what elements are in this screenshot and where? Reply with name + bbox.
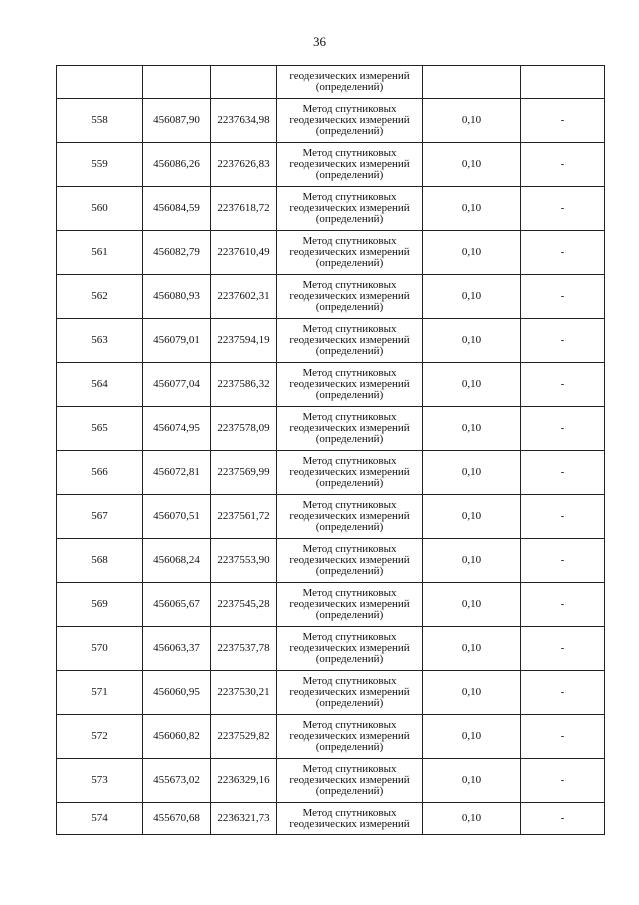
method-line-3: (определений) [315,213,384,225]
point-number-cell: 569 [57,583,143,627]
method-cell [277,803,423,835]
method-cell [277,539,423,583]
method-line-3: (определений) [315,521,384,533]
method-line-1: Метод спутниковых [302,763,397,775]
note-cell: - [521,495,605,539]
method-line-3: (определений) [315,389,384,401]
note-cell: - [521,539,605,583]
method-line-2: геодезических измерений [289,422,410,434]
y-coordinate-cell: 2237529,82 [211,715,277,759]
method-line-1: Метод спутниковых [302,543,397,555]
y-coordinate-cell: 2236321,73 [211,803,277,835]
method-line-2: геодезических измерений [289,817,410,830]
page-number: 36 [313,34,326,49]
x-coordinate-cell: 456068,24 [143,539,211,583]
x-coordinate-cell: 456063,37 [143,627,211,671]
note-cell: - [521,759,605,803]
method-cell [277,495,423,539]
note-cell: - [521,363,605,407]
point-number-cell: 560 [57,187,143,231]
precision-cell: 0,10 [423,231,521,275]
method-line-2: геодезических измерений [289,290,410,302]
method-line-1: Метод спутниковых [302,411,397,423]
precision-cell: 0,10 [423,539,521,583]
method-line-2: геодезических измерений [289,158,410,170]
y-coordinate-cell: 2237626,83 [211,143,277,187]
x-coordinate-cell: 456086,26 [143,143,211,187]
method-cell [277,187,423,231]
table-row [57,495,605,539]
point-number-cell: 570 [57,627,143,671]
precision-cell: 0,10 [423,143,521,187]
precision-cell: 0,10 [423,363,521,407]
method-cell [277,231,423,275]
method-cell [277,671,423,715]
point-number-cell: 571 [57,671,143,715]
method-line-1: Метод спутниковых [302,367,397,379]
method-line-2: геодезических измерений [289,202,410,214]
method-cell [277,715,423,759]
table-row-continuation [57,66,605,99]
method-line-1: Метод спутниковых [302,631,397,643]
point-number-cell: 563 [57,319,143,363]
table-body [57,66,605,835]
note-cell: - [521,231,605,275]
point-number-cell: 572 [57,715,143,759]
method-line-3: (определений) [315,741,384,753]
method-line-3: (определений) [315,697,384,709]
method-line-3: (определений) [315,301,384,313]
point-number-cell: 558 [57,99,143,143]
x-coordinate-cell: 456084,59 [143,187,211,231]
method-line-3: (определений) [315,125,384,137]
y-coordinate-cell: 2237537,78 [211,627,277,671]
precision-cell [423,66,521,99]
method-line-3: (определений) [315,81,384,93]
precision-cell: 0,10 [423,187,521,231]
method-cell [277,319,423,363]
method-cell [277,275,423,319]
x-coordinate-cell: 456072,81 [143,451,211,495]
method-line-1: Метод спутниковых [302,235,397,247]
table-row [57,583,605,627]
method-line-2: геодезических измерений [289,378,410,390]
table-row [57,231,605,275]
method-cell [277,583,423,627]
x-coordinate-cell: 456074,95 [143,407,211,451]
point-number-cell: 559 [57,143,143,187]
precision-cell: 0,10 [423,583,521,627]
method-line-3: (определений) [315,785,384,797]
method-line-2: геодезических измерений [289,246,410,258]
precision-cell: 0,10 [423,671,521,715]
y-coordinate-cell: 2237561,72 [211,495,277,539]
method-line-3: (определений) [315,565,384,577]
precision-cell: 0,10 [423,759,521,803]
point-number-cell: 566 [57,451,143,495]
note-cell: - [521,627,605,671]
method-line-2: геодезических измерений [289,114,410,126]
method-line-1: Метод спутниковых [302,147,397,159]
table-row [57,319,605,363]
point-number-cell: 561 [57,231,143,275]
note-cell: - [521,451,605,495]
method-line-1: Метод спутниковых [302,499,397,511]
method-line-3: (определений) [315,477,384,489]
table-row [57,187,605,231]
method-line-3: (определений) [315,433,384,445]
precision-cell: 0,10 [423,495,521,539]
method-cell [277,759,423,803]
note-cell: - [521,803,605,835]
method-line-1: Метод спутниковых [302,279,397,291]
y-coordinate-cell: 2237618,72 [211,187,277,231]
method-line-1: Метод спутниковых [302,103,397,115]
x-coordinate-cell: 456070,51 [143,495,211,539]
note-cell: - [521,275,605,319]
table-row [57,451,605,495]
note-cell [521,66,605,99]
method-line-1: Метод спутниковых [302,455,397,467]
note-cell: - [521,715,605,759]
y-coordinate-cell: 2237586,32 [211,363,277,407]
precision-cell: 0,10 [423,99,521,143]
method-line-2: геодезических измерений [289,774,410,786]
method-line-2: геодезических измерений [289,334,410,346]
precision-cell: 0,10 [423,451,521,495]
y-coordinate-cell: 2237578,09 [211,407,277,451]
table-row [57,363,605,407]
method-cell [277,143,423,187]
method-line-3: (определений) [315,345,384,357]
y-coordinate-cell: 2237553,90 [211,539,277,583]
method-cell [277,363,423,407]
precision-cell: 0,10 [423,319,521,363]
point-number-cell: 562 [57,275,143,319]
point-number-cell: 565 [57,407,143,451]
y-coordinate-cell: 2237530,21 [211,671,277,715]
table-row [57,539,605,583]
table-row [57,99,605,143]
method-cell [277,99,423,143]
method-line-2: геодезических измерений [289,70,410,82]
precision-cell: 0,10 [423,275,521,319]
method-line-1: Метод спутниковых [302,191,397,203]
method-cell [277,66,423,99]
table-row [57,143,605,187]
method-line-2: геодезических измерений [289,466,410,478]
method-line-3: (определений) [315,169,384,181]
method-line-2: геодезических измерений [289,730,410,742]
method-line-2: геодезических измерений [289,554,410,566]
method-line-1: Метод спутниковых [302,587,397,599]
table-row [57,759,605,803]
precision-cell: 0,10 [423,715,521,759]
note-cell: - [521,319,605,363]
table-row [57,671,605,715]
precision-cell: 0,10 [423,407,521,451]
table-row-last [57,803,605,835]
method-cell [277,627,423,671]
x-coordinate-cell: 456060,82 [143,715,211,759]
method-line-1: Метод спутниковых [302,719,397,731]
y-coordinate-cell: 2237602,31 [211,275,277,319]
y-coordinate-cell: 2236329,16 [211,759,277,803]
x-coordinate-cell: 456080,93 [143,275,211,319]
y-coordinate-cell: 2237569,99 [211,451,277,495]
method-line-1: Метод спутниковых [302,323,397,335]
method-cell [277,407,423,451]
y-coordinate-cell: 2237610,49 [211,231,277,275]
method-line-2: геодезических измерений [289,686,410,698]
coordinates-table [56,65,605,835]
x-coordinate-cell: 455670,68 [143,803,211,835]
method-cell [277,451,423,495]
x-coordinate-cell: 456079,01 [143,319,211,363]
x-coordinate-cell: 455673,02 [143,759,211,803]
point-number-cell: 574 [57,803,143,835]
method-line-2: геодезических измерений [289,510,410,522]
method-line-3: (определений) [315,653,384,665]
point-number-cell: 573 [57,759,143,803]
x-coordinate-cell: 456082,79 [143,231,211,275]
method-line-3: (определений) [315,609,384,621]
note-cell: - [521,407,605,451]
method-line-1: Метод спутниковых [302,806,397,819]
point-number-cell: 567 [57,495,143,539]
note-cell: - [521,671,605,715]
method-line-2: геодезических измерений [289,642,410,654]
x-coordinate-cell: 456065,67 [143,583,211,627]
y-coordinate-cell: 2237594,19 [211,319,277,363]
note-cell: - [521,583,605,627]
method-line-2: геодезических измерений [289,598,410,610]
table-row [57,715,605,759]
x-coordinate-cell: 456060,95 [143,671,211,715]
note-cell: - [521,187,605,231]
precision-cell: 0,10 [423,803,521,835]
method-line-3: (определений) [315,257,384,269]
precision-cell: 0,10 [423,627,521,671]
note-cell: - [521,143,605,187]
y-coordinate-cell: 2237634,98 [211,99,277,143]
y-coordinate-cell [211,66,277,99]
table-row [57,275,605,319]
y-coordinate-cell: 2237545,28 [211,583,277,627]
point-number-cell: 564 [57,363,143,407]
point-number-cell [57,66,143,99]
table-row [57,407,605,451]
table-row [57,627,605,671]
x-coordinate-cell [143,66,211,99]
note-cell: - [521,99,605,143]
point-number-cell: 568 [57,539,143,583]
x-coordinate-cell: 456077,04 [143,363,211,407]
method-line-1: Метод спутниковых [302,675,397,687]
x-coordinate-cell: 456087,90 [143,99,211,143]
